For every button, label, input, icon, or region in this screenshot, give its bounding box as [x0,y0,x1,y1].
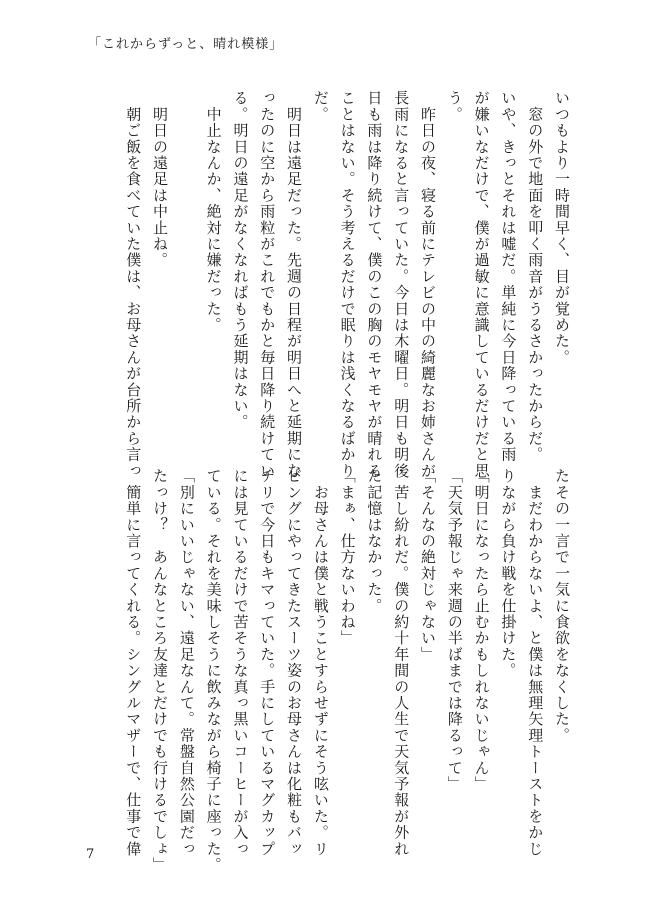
text-line: 明日は遠足だった。先週の日程が明日へと延期にな [285,90,304,479]
text-line: いつもより一時間早く、目が覚めた。 [553,90,571,366]
text-line: 日も雨は降り続けて、僕のこの胸のモヤモヤが晴れる [365,90,384,479]
text-line: りながら負け戦を仕掛けた。 [499,468,518,679]
text-line: たその一言で一気に食欲をなくした。 [553,468,571,744]
running-title: 「これからずっと、晴れ模様」 [88,37,284,52]
text-line: 「天気予報じゃ来週の半ばまでは降るって」 [445,468,464,792]
text-line: いや、きっとそれは嘘だ。単純に今日降っている雨 [499,90,518,463]
text-line: チリで今日もキマっていた。手にしているマグカップ [258,468,277,857]
text-line [173,90,200,430]
text-line: 長雨になると言っていた。今日は木曜日。明日も明後 [392,90,411,479]
text-line: 「明日になったら止むかもしれないじゃん」 [472,468,491,792]
text-line: る。明日の遠足がなくなればもう延期はない。 [231,90,250,431]
text-line: 簡単に言ってくれる。シングルマザーで、仕事で偉 [124,468,143,857]
text-line: 窓の外で地面を叩く雨音がうるさかったからだ。 [526,90,545,463]
text-line: 「まぁ、仕方ないわね」 [338,468,357,647]
text-line: ことはない。そう考えるだけで眠りは浅くなるばかり [338,90,357,479]
text-line: 苦し紛れだ。僕の約十年間の人生で天気予報が外れ [392,468,411,857]
top-text-block [119,90,575,479]
text-line: 明日の遠足は中止ね。 [151,90,170,269]
text-line: ビングにやってきたスーツ姿のお母さんは化粧もバッ [285,468,304,857]
text-line: た記憶はなかった。 [365,468,384,614]
text-line: 朝ご飯を食べていた僕は、お母さんが台所から言っ [124,90,143,479]
text-line: 昨日の夜、寝る前にテレビの中の綺麗なお姉さんが [419,90,438,479]
text-line: う。 [445,90,464,123]
text-line: ている。それを美味しそうに飲みながら椅子に座った。 [204,468,223,873]
text-line: が嫌いなだけで、僕が過敏に意識しているだけだと思 [472,90,491,479]
text-line: 「別にいいじゃない、遠足なんて。常盤自然公園だっ [177,468,196,857]
text-line: 中止なんか、絶対に嫌だった。 [204,90,223,333]
text-line: だ。 [311,90,330,123]
bottom-text-block [119,468,575,873]
text-line: 「そんなの絶対じゃない」 [419,468,438,663]
text-line: には見ているだけで苦そうな真っ黒いコーヒーが入っ [231,468,250,857]
page-number: 7 [86,847,95,862]
text-line: たっけ？ あんなところ友達とだけでも行けるでしょ」 [151,468,170,873]
text-line: お母さんは僕と戦うことすらせずにそう呟いた。リ [311,468,330,857]
text-line: ったのに空から雨粒がこれでもかと毎日降り続けてい [258,90,277,479]
text-line: まだわからないよ、と僕は無理矢理トーストをかじ [526,468,545,857]
